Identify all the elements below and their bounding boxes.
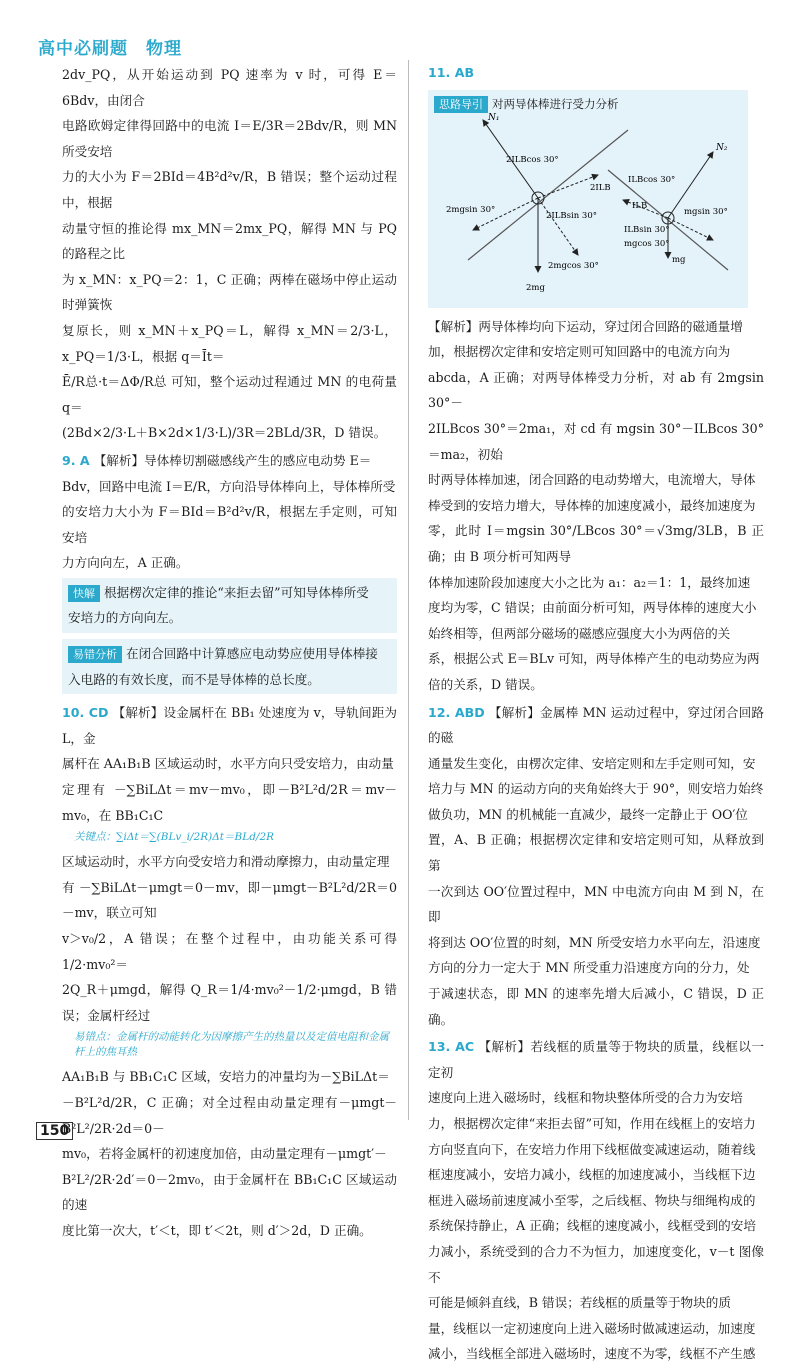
text-line: 度比第一次大，t′＜t，即 t′＜2t，则 d′＞2d，D 正确。 — [62, 1222, 372, 1238]
q9-answer — [62, 448, 397, 576]
text-line: －B²L²d/2R，C 正确；对全过程由动量定理有－μmgt－B²L²/2R·2d＝0－ — [62, 1094, 397, 1136]
q13-answer — [428, 1034, 764, 1367]
q13-number: 13. AC — [428, 1039, 475, 1055]
text-line: (2Bd×2/3·L＋B×2d×1/3·L)/3R＝2BLd/3R，D 错误。 — [62, 425, 387, 441]
text-line: 培力与 MN 的运动方向的夹角始终大于 90°，则安培力始终 — [428, 781, 764, 797]
text-line: 力，根据楞次定律“来拒去留”可知，作用在线框上的安培力 — [428, 1116, 756, 1131]
label-n2: N₂ — [716, 142, 728, 153]
text-line: 为 x_MN：x_PQ＝2：1，C 正确；两棒在磁场中停止运动时弹簧恢 — [62, 271, 397, 313]
text-line: 棒受到的安培力增大，导体棒的加速度减小，最终加速度为 — [428, 497, 756, 513]
q11-answer — [428, 314, 764, 698]
text-line: 方向竖直向下，在安培力作用下线框做变减速运动，随着线 — [428, 1141, 756, 1157]
q9-number: 9. A — [62, 452, 90, 468]
text-line: 复原长，则 x_MN＋x_PQ＝L，解得 x_MN＝2/3·L，x_PQ＝1/3·L，根据 q＝Īt＝ — [62, 322, 397, 364]
text-line: 电路欧姆定律得回路中的电流 I＝E/3R＝2Bdv/R，则 MN 所受安培 — [62, 118, 397, 159]
text-line: 根据楞次定律的推论“来拒去留”可知导体棒所受 — [104, 584, 369, 600]
error-analysis-tag: 易错分析 — [68, 646, 122, 663]
text-line: 框进入磁场前速度减小至零，之后线框、物块与细绳构成的 — [428, 1192, 756, 1208]
text-line: 2ILBcos 30°＝2ma₁，对 cd 有 mgsin 30°－ILBcos 30°＝ma₂，初始 — [428, 420, 764, 462]
text-line: 区域运动时，水平方向受安培力和滑动摩擦力，由动量定理 — [62, 854, 390, 870]
text-line: 系，根据公式 E＝BLv 可知，两导体棒产生的电动势应为两 — [428, 651, 760, 667]
q11-number: 11. AB — [428, 65, 475, 80]
label-l4: 2ILBsin 30° — [546, 210, 597, 221]
text-line: 有 －∑BiLΔt－μmgt＝0－mv，即－μmgt－B²L²d/2R＝0－mv，联立可知 — [62, 879, 397, 921]
q10-answer — [62, 700, 397, 1243]
text-line: 度均为零，C 错误；由前面分析可知，两导体棒的速度大小 — [428, 600, 757, 616]
q12-answer — [428, 700, 764, 1033]
text-line: 在闭合回路中计算感应电动势应使用导体棒接 — [126, 646, 378, 662]
text-line: 置，A、B 正确；根据楞次定律和安培定则可知，从释放到第 — [428, 832, 764, 874]
right-column — [428, 60, 764, 1367]
text-line: 通量发生变化，由楞次定律、安培定则和左手定则可知，安 — [428, 755, 756, 771]
label-r2: ILB — [632, 200, 648, 211]
label-r4: ILBsin 30° — [624, 224, 670, 235]
text-line: Bdv，回路中电流 I＝E/R，方向沿导体棒向上，导体棒所受 — [62, 478, 396, 494]
key-point-note: 关键点：∑iΔt＝∑(BLv_i/2R)Δt＝BLd/2R — [74, 831, 275, 844]
force-analysis-figure — [428, 90, 748, 308]
text-line: 始终相等，但两部分磁场的磁感应强度大小为两倍的关 — [428, 625, 731, 641]
text-line: 【解析】两导体棒均向下运动，穿过闭合回路的磁通量增 — [428, 318, 743, 334]
text-line: 减小，当线框全部进入磁场时，速度不为零，线框不产生感 — [428, 1346, 756, 1362]
text-line: 2dv_PQ，从开始运动到 PQ 速率为 v 时，可得 E＝6Bdv，由闭合 — [62, 67, 397, 108]
text-line: 力减小，系统受到的合力不为恒力，加速度变化，v－t 图像不 — [428, 1243, 764, 1285]
text-line: 属杆在 AA₁B₁B 区域运动时，水平方向只受安培力，由动量 — [62, 756, 394, 772]
thinking-guide-tag: 思路导引 — [434, 96, 488, 113]
force-diagram — [428, 90, 748, 308]
label-l2: 2ILB — [590, 182, 611, 193]
left-column — [62, 60, 397, 1244]
label-n1: N₁ — [488, 112, 500, 123]
text-line: 做负功，MN 的机械能一直减少，最终一定静止于 OO′位 — [428, 806, 748, 822]
error-point-note: 易错点：金属杆的动能转化为因摩擦产生的热量以及定值电阻和金属杆上的焦耳热 — [74, 1031, 389, 1059]
q8-continuation — [62, 62, 397, 446]
text-line: Ē/R总·t＝ΔΦ/R总 可知，整个运动过程通过 MN 的电荷量 q＝ — [62, 374, 397, 415]
q12-number: 12. ABD — [428, 704, 485, 720]
text-line: 零，此时 I＝mgsin 30°/LBcos 30°＝√3mg/3LB，B 正确；由 B 项分析可知两导 — [428, 523, 764, 564]
text-line: 速度向上进入磁场时，线框和物块整体所受的合力为安培 — [428, 1090, 743, 1106]
quick-solution-box — [62, 578, 397, 633]
error-analysis-box — [62, 639, 397, 694]
figure-caption-text: 对两导体棒进行受力分析 — [492, 96, 619, 111]
label-l6: 2mg — [526, 282, 545, 293]
text-line: 倍的关系，D 错误。 — [428, 676, 543, 692]
text-line: 【解析】金属棒 MN 运动过程中，穿过闭合回路的磁 — [428, 704, 765, 746]
page-header-title: 高中必刷题 物理 — [38, 39, 182, 59]
text-line: 框速度减小，安培力减小，线框的加速度减小，当线框下边 — [428, 1167, 756, 1183]
text-line: 系统保持静止，A 正确；线框的速度减小，线框受到的安培 — [428, 1218, 756, 1234]
text-line: 定理有 －∑BiLΔt＝mv－mv₀，即－B²L²d/2R＝mv－mv₀，在 BB₁C₁C — [62, 782, 397, 823]
quick-solution-tag: 快解 — [68, 585, 100, 602]
right-gsin-arrow — [668, 218, 713, 240]
left-gcos-arrow — [538, 198, 578, 255]
label-r5: mgcos 30° — [624, 238, 670, 249]
text-line: B²L²/2R·2d′＝0－2mv₀，由于金属杆在 BB₁C₁C 区域运动的速 — [62, 1171, 397, 1213]
text-line: 加，根据楞次定律和安培定则可知回路中的电流方向为 — [428, 344, 731, 360]
text-line: 动量守恒的推论得 mx_MN＝2mx_PQ，解得 MN 与 PQ 的路程之比 — [62, 220, 397, 262]
text-line: 一次到达 OO′位置过程中，MN 中电流方向由 M 到 N，在即 — [428, 883, 764, 925]
label-l1: 2ILBcos 30° — [506, 154, 559, 165]
text-line: 力的大小为 F＝2BId＝4B²d²v/R，B 错误；整个运动过程中，根据 — [62, 169, 397, 210]
text-line: 【解析】设金属杆在 BB₁ 处速度为 v，导轨间距为 L，金 — [62, 705, 397, 746]
text-line: 于减速状态，即 MN 的速率先增大后减小，C 错误，D 正确。 — [428, 986, 764, 1027]
text-line: v＞v₀/2，A 错误；在整个过程中，由功能关系可得 1/2·mv₀²＝ — [62, 931, 397, 972]
text-line: 量，线框以一定初速度向上进入磁场时做减速运动，加速度 — [428, 1320, 756, 1336]
text-line: 方向的分力一定大于 MN 所受重力沿速度方向的分力，处 — [428, 960, 750, 976]
label-l5: 2mgcos 30° — [548, 260, 599, 271]
page-number: 150 — [36, 1122, 73, 1140]
text-line: 时两导体棒加速，闭合回路的电动势增大，电流增大，导体 — [428, 472, 756, 488]
label-r6: mg — [672, 254, 686, 265]
text-line: 可能是倾斜直线，B 错误；若线框的质量等于物块的质 — [428, 1295, 731, 1311]
text-line: 安培力的方向向左。 — [68, 610, 182, 626]
label-r1: ILBcos 30° — [628, 174, 676, 185]
text-line: AA₁B₁B 与 BB₁C₁C 区域，安培力的冲量均为－∑BiLΔt＝ — [62, 1069, 390, 1085]
text-line: abcda，A 正确；对两导体棒受力分析，对 ab 有 2mgsin 30°－ — [428, 369, 764, 411]
text-line: 体棒加速阶段加速度大小之比为 a₁：a₂＝1：1，最终加速 — [428, 574, 751, 590]
text-line: 将到达 OO′位置的时刻，MN 所受安培力水平向左，沿速度 — [428, 934, 761, 950]
column-divider — [408, 60, 409, 1120]
label-r3: mgsin 30° — [684, 206, 728, 217]
text-line: 【解析】若线框的质量等于物块的质量，线框以一定初 — [428, 1039, 764, 1080]
q10-number: 10. CD — [62, 705, 109, 721]
text-line: 力方向向左，A 正确。 — [62, 555, 189, 571]
text-line: mv₀，若将金属杆的初速度加倍，由动量定理有－μmgt′－ — [62, 1146, 387, 1162]
label-l3: 2mgsin 30° — [446, 204, 496, 215]
text-line: 入电路的有效长度，而不是导体棒的总长度。 — [68, 671, 320, 687]
text-line: 的安培力大小为 F＝BId＝B²d²v/R，根据左手定则，可知安培 — [62, 504, 397, 545]
text-line: 2Q_R＋μmgd，解得 Q_R＝1/4·mv₀²－1/2·μmgd，B 错误；金属杆经过 — [62, 982, 397, 1023]
left-incline-line — [468, 130, 628, 260]
text-line: 【解析】导体棒切割磁感线产生的感应电动势 E＝ — [93, 452, 372, 468]
